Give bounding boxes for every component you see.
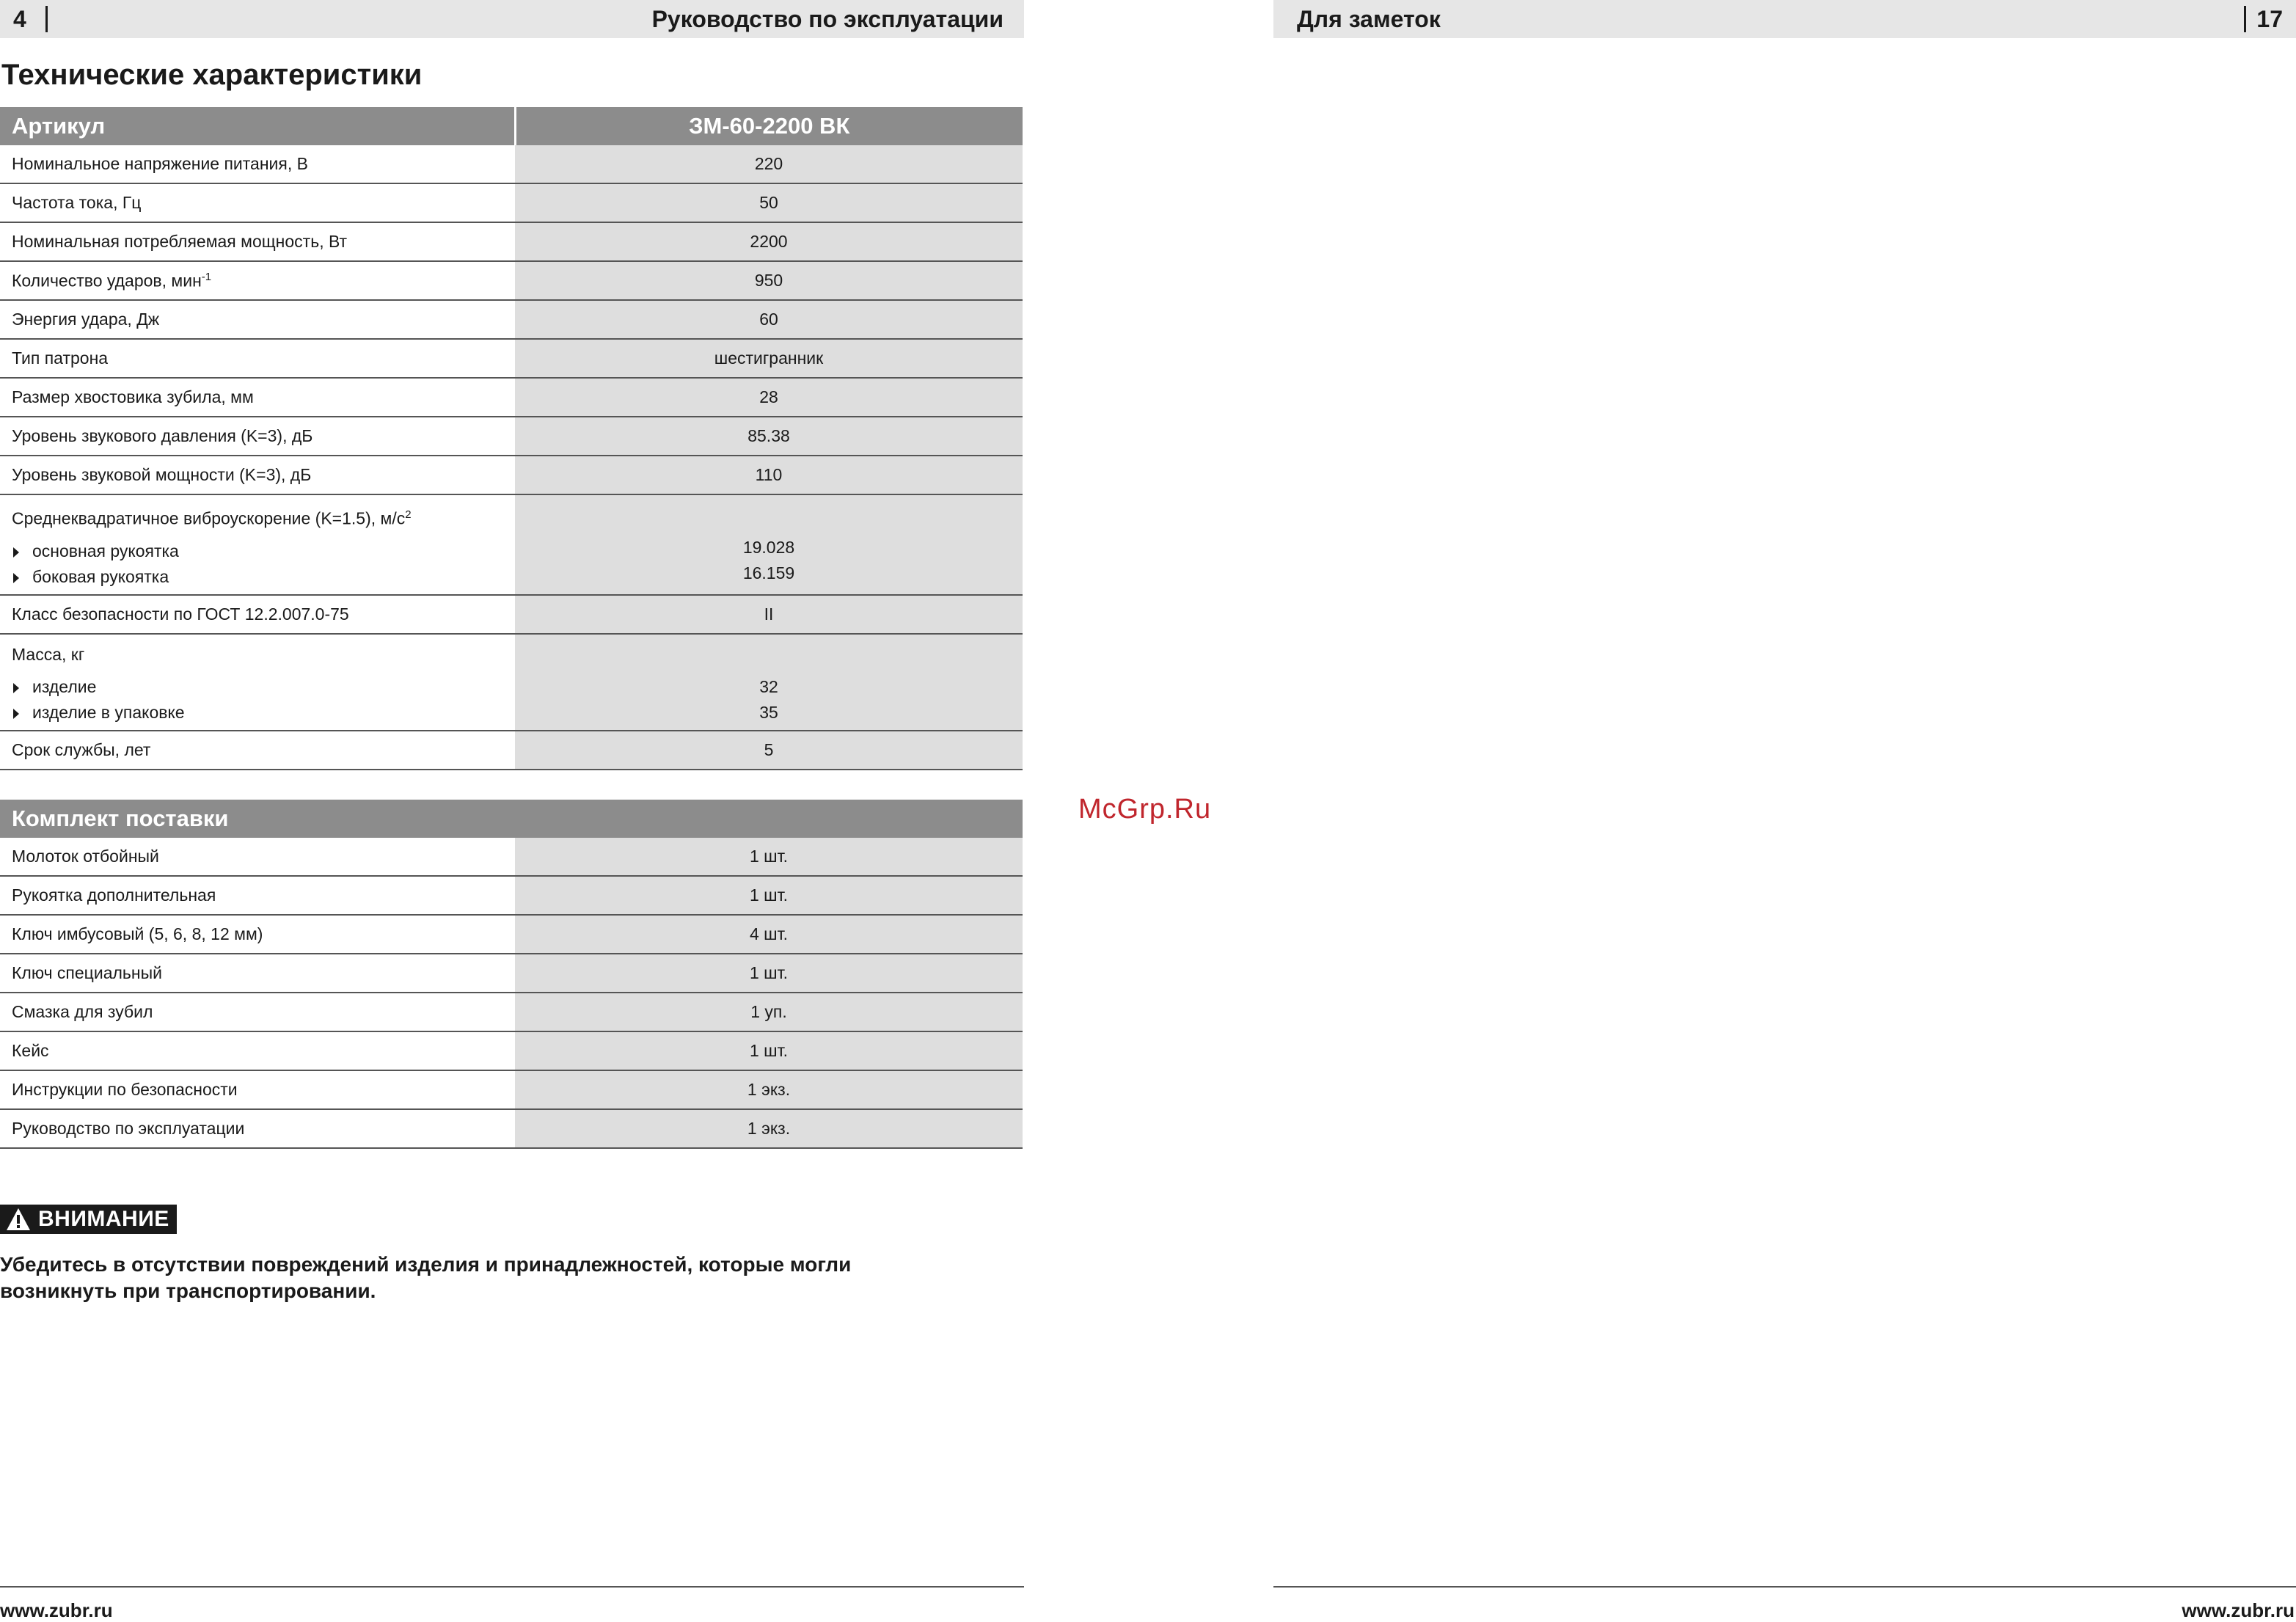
kit-item: Инструкции по безопасности [0, 1070, 515, 1109]
param-label: Уровень звуковой мощности (K=3), дБ [0, 456, 515, 494]
footer-rule [0, 1586, 1024, 1588]
table-row [0, 876, 1023, 915]
param-label [0, 634, 515, 731]
param-text: Количество ударов, мин [12, 271, 202, 291]
table-row [0, 1070, 1023, 1109]
kit-item: Ключ имбусовый (5, 6, 8, 12 мм) [0, 915, 515, 954]
table-row [0, 417, 1023, 456]
kit-item: Рукоятка дополнительная [0, 876, 515, 915]
footer-url: www.zubr.ru [0, 1599, 113, 1621]
table-row [0, 1031, 1023, 1070]
param-value: II [515, 595, 1023, 634]
table-row [0, 378, 1023, 417]
table-row [0, 456, 1023, 494]
table-row [0, 595, 1023, 634]
kit-table [0, 800, 1023, 1149]
sub-item: основная рукоятка [12, 538, 515, 564]
bullet-triangle-icon [13, 573, 19, 583]
table-row [0, 300, 1023, 339]
table-row [0, 145, 1023, 183]
table-row [0, 915, 1023, 954]
warning-text: Убедитесь в отсутствии повреждений изделия и принадлежностей, которые могли возникнуть при транспортировании. [0, 1253, 852, 1302]
sub-value: 32 [759, 676, 778, 696]
bullet-triangle-icon [13, 709, 19, 719]
spec-table-header [0, 107, 1023, 145]
warning-triangle-icon [6, 1208, 31, 1231]
header-model: ЗМ-60-2200 ВК [515, 107, 1023, 145]
header-divider [2244, 6, 2246, 32]
kit-qty: 1 шт. [515, 838, 1023, 876]
warning-label: ВНИМАНИЕ [38, 1207, 169, 1231]
param-label [0, 261, 515, 300]
param-text: Масса, кг [12, 644, 85, 664]
param-label: Энергия удара, Дж [0, 300, 515, 339]
sub-value: 35 [759, 702, 778, 722]
table-row [0, 261, 1023, 300]
table-row [0, 339, 1023, 378]
footer-rule [1273, 1586, 2296, 1588]
header-divider [45, 6, 48, 32]
param-label: Размер хвостовика зубила, мм [0, 378, 515, 417]
table-row [0, 954, 1023, 993]
param-label: Срок службы, лет [0, 731, 515, 770]
param-value: 50 [515, 183, 1023, 222]
kit-qty: 1 уп. [515, 993, 1023, 1031]
param-label [0, 494, 515, 595]
kit-table-header [0, 800, 1023, 838]
page-header [0, 0, 1024, 38]
sub-value: 19.028 [742, 538, 795, 557]
header-param: Артикул [0, 107, 515, 145]
kit-item: Ключ специальный [0, 954, 515, 993]
param-label: Уровень звукового давления (K=3), дБ [0, 417, 515, 456]
param-value: 110 [515, 456, 1023, 494]
param-value: 220 [515, 145, 1023, 183]
bullet-triangle-icon [13, 683, 19, 693]
param-value [515, 494, 1023, 595]
page-number: 4 [13, 6, 26, 32]
param-value: 950 [515, 261, 1023, 300]
table-row [0, 731, 1023, 770]
param-text: Среднеквадратичное виброускорение (K=1.5), м/с [12, 508, 406, 528]
kit-qty: 1 шт. [515, 954, 1023, 993]
kit-item: Смазка для зубил [0, 993, 515, 1031]
param-value: 5 [515, 731, 1023, 770]
param-value: шестигранник [515, 339, 1023, 378]
kit-qty: 4 шт. [515, 915, 1023, 954]
param-value: 28 [515, 378, 1023, 417]
table-row [0, 838, 1023, 876]
param-value: 85.38 [515, 417, 1023, 456]
header-title: Для заметок [1297, 6, 1441, 32]
table-row [0, 1109, 1023, 1148]
param-superscript: -1 [201, 270, 212, 283]
table-row [0, 993, 1023, 1031]
sub-item: изделие [12, 674, 515, 700]
param-label: Частота тока, Гц [0, 183, 515, 222]
sub-value: 16.159 [742, 563, 795, 582]
spec-table [0, 107, 1023, 770]
param-label: Тип патрона [0, 339, 515, 378]
watermark: McGrp.Ru [1078, 794, 1212, 825]
kit-qty: 1 шт. [515, 876, 1023, 915]
sub-item: боковая рукоятка [12, 564, 515, 590]
table-row-vibration [0, 494, 1023, 595]
kit-qty: 1 экз. [515, 1070, 1023, 1109]
param-label: Номинальная потребляемая мощность, Вт [0, 222, 515, 261]
kit-qty: 1 экз. [515, 1109, 1023, 1148]
kit-item: Кейс [0, 1031, 515, 1070]
param-value: 60 [515, 300, 1023, 339]
footer-url: www.zubr.ru [2182, 1599, 2295, 1621]
param-label: Номинальное напряжение питания, В [0, 145, 515, 183]
param-value [515, 634, 1023, 731]
section-title: Технические характеристики [1, 59, 423, 91]
kit-item: Молоток отбойный [0, 838, 515, 876]
table-row [0, 183, 1023, 222]
table-row [0, 222, 1023, 261]
kit-qty: 1 шт. [515, 1031, 1023, 1070]
left-page [0, 0, 1024, 1621]
bullet-triangle-icon [13, 547, 19, 558]
right-page [1273, 0, 2296, 1621]
param-superscript: 2 [405, 508, 412, 521]
page-number: 17 [2256, 6, 2283, 32]
param-label: Класс безопасности по ГОСТ 12.2.007.0-75 [0, 595, 515, 634]
header-title: Руководство по эксплуатации [651, 6, 1003, 32]
warning-badge [0, 1205, 177, 1234]
kit-item: Руководство по эксплуатации [0, 1109, 515, 1148]
page-header [1273, 0, 2296, 38]
table-row-mass [0, 634, 1023, 731]
sub-item: изделие в упаковке [12, 700, 515, 726]
param-value: 2200 [515, 222, 1023, 261]
kit-header: Комплект поставки [0, 800, 1023, 838]
